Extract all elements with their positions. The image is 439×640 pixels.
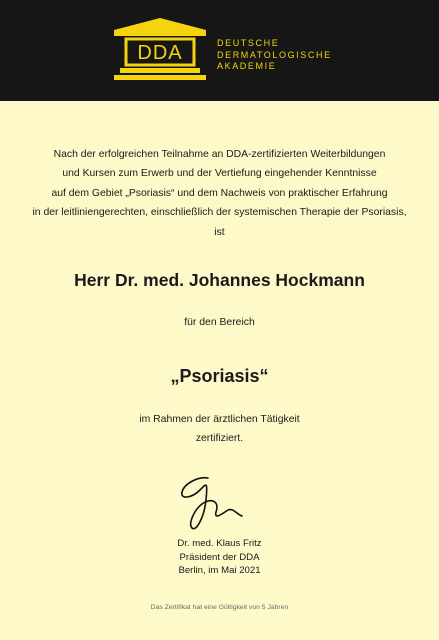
intro-line: und Kursen zum Erwerb und der Vertiefung eingehender Kenntnisse [62,168,377,180]
context-text [0,410,439,449]
org-line-1: DEUTSCHE [217,38,280,48]
signer-title: Präsident der DDA [179,551,260,563]
dda-logo [110,16,210,82]
signer-block [0,537,439,578]
validity-note: Das Zertifikat hat eine Gültigkeit von 5 Jahren [150,604,289,611]
intro-line: ist [214,226,225,238]
recipient-name: Herr Dr. med. Johannes Hockmann [74,270,365,290]
place-date: Berlin, im Mai 2021 [178,565,261,576]
context-line: zertifiziert. [195,433,244,445]
signer-name: Dr. med. Klaus Fritz [177,538,262,549]
header-bar [0,0,439,101]
org-line-2: DERMATOLOGISCHE [217,49,332,60]
intro-line: auf dem Gebiet „Psoriasis“ und dem Nachweis von praktischer Erfahrung [51,187,388,199]
intro-line: in der leitliniengerechten, einschließlich der systemischen Therapie der Psoriasis, [32,207,407,219]
field-label: für den Bereich [184,317,255,328]
intro-line: Nach der erfolgreichen Teilnahme an DDA-zertifizierten Weiterbildungen [53,149,386,160]
org-name [217,38,332,73]
context-line: im Rahmen der ärztlichen Tätigkeit [139,414,300,425]
intro-text [0,145,439,242]
dda-logo-text: DDA [137,42,183,64]
certified-field: „Psoriasis“ [170,366,269,386]
signature [168,470,252,540]
org-line-3: AKADEMIE [217,61,277,71]
